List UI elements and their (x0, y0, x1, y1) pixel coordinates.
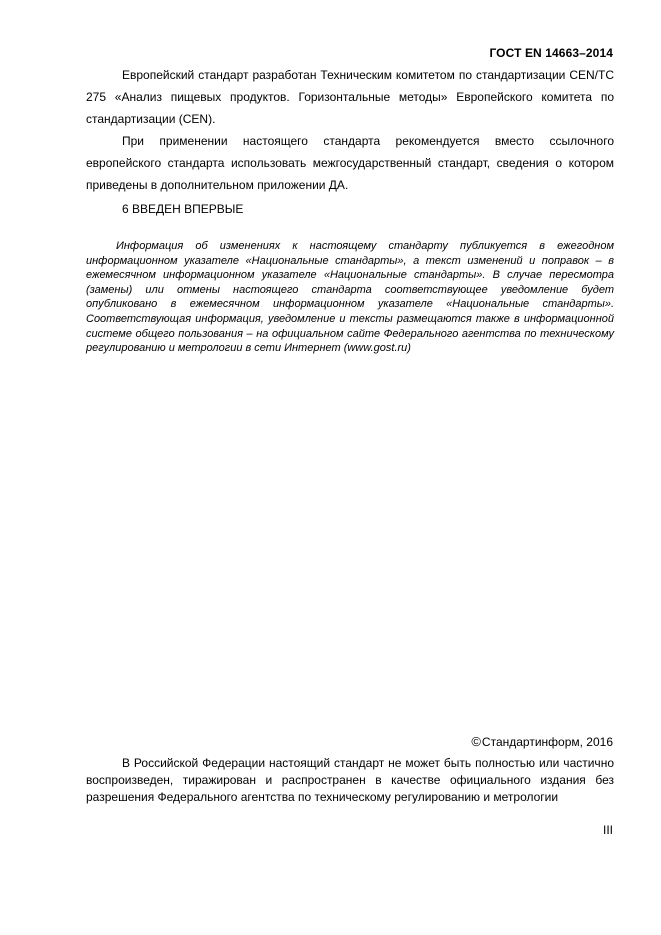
rights-notice-block (86, 755, 614, 806)
introduced-paragraph: 6 ВВЕДЕН ВПЕРВЫЕ (122, 202, 244, 216)
developer-paragraph: Европейский стандарт разработан Техническим комитетом по стандартизации CEN/TC 275 «Анализ пищевых продуктов. Горизонтальные методы» Европейского комитета по стандартизации (CEN). (86, 68, 614, 126)
info-notice: Информация об изменениях к настоящему стандарту публикуется в ежегодном информационном указателе «Национальные стандарты», а текст изменений и поправок – в ежемесячном информационном указателе «Национальные стандарты». В случае пересмотра (замены) или отмены настоящего стандарта соответствующее уведомление будет опубликовано в ежемесячном информационном указателе «Национальные стандарты». Соответствующая информация, уведомление и тексты размещаются также в информационной системе общего пользования – на официальном сайте Федерального агентства по техническому регулированию и метрологии в сети Интернет (www.gost.ru) (86, 240, 614, 355)
application-paragraph-block (86, 130, 614, 196)
application-paragraph: При применении настоящего стандарта рекомендуется вместо ссылочного европейского стандарта использовать межгосударственный стандарт, сведения о котором приведены в дополнительном приложении ДА. (86, 134, 614, 192)
introduced-paragraph-block (86, 198, 614, 220)
copyright-text: Стандартинформ, 2016 (481, 735, 613, 749)
page-number: III (602, 823, 613, 837)
copyright-icon: © (471, 734, 481, 749)
copyright-line (471, 734, 613, 749)
document-code: ГОСТ EN 14663–2014 (489, 46, 613, 60)
rights-notice: В Российской Федерации настоящий стандарт не может быть полностью или частично воспроизведен, тиражирован и распространен в качестве официального издания без разрешения Федерального агентства по техническому регулированию и метрологии (86, 756, 614, 804)
developer-paragraph-block (86, 64, 614, 130)
info-notice-block (86, 239, 614, 356)
